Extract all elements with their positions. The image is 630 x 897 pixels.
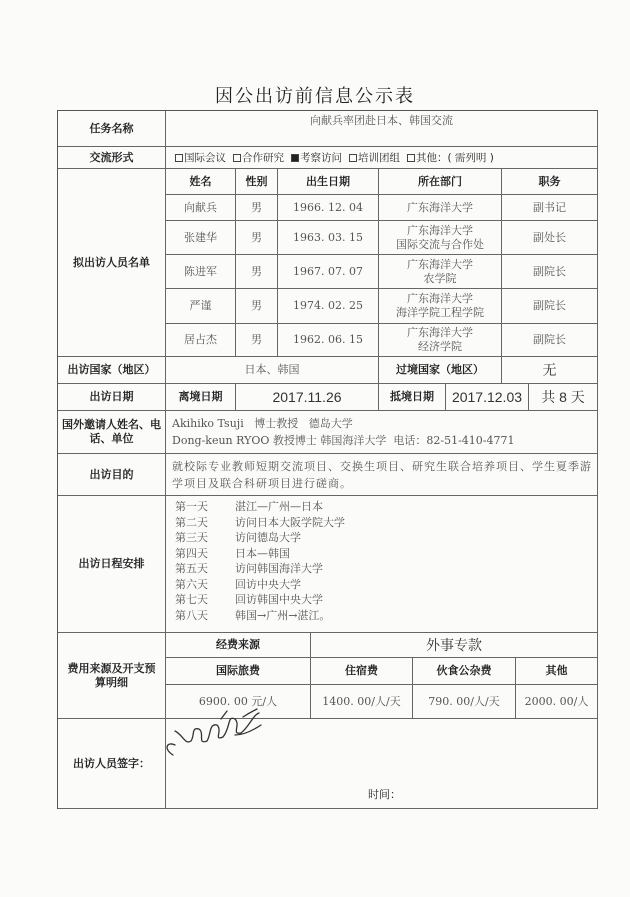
person-post: 副书记 <box>502 195 598 221</box>
person-name: 严谨 <box>166 289 236 324</box>
department-line: 经济学院 <box>418 340 462 353</box>
checkbox-icon[interactable] <box>407 154 415 162</box>
fund-source-label: 经费来源 <box>166 633 311 658</box>
budget-header-3: 其他 <box>516 658 598 685</box>
person-name: 陈进军 <box>166 255 236 289</box>
department-line: 农学院 <box>423 271 457 285</box>
person-department <box>379 289 502 324</box>
budget-label: 费用来源及开支预算明细 <box>58 633 166 719</box>
schedule-day: 第五天 <box>175 562 208 575</box>
handwritten-signature <box>161 705 271 765</box>
department-line: 海洋学院工程学院 <box>396 306 484 319</box>
schedule-plan: 回访韩国中央大学 <box>235 593 323 606</box>
document-title: 因公出访前信息公示表 <box>215 86 415 107</box>
budget-header-2: 伙食公杂费 <box>413 658 516 685</box>
schedule-day: 第七天 <box>175 593 208 606</box>
person-gender: 男 <box>236 324 278 357</box>
people-header-2: 出生日期 <box>278 169 379 195</box>
budget-header-0: 国际旅费 <box>166 658 311 685</box>
person-birth-date: 1967. 07. 07 <box>278 255 379 289</box>
schedule-day: 第三天 <box>175 531 208 544</box>
schedule-day: 第八天 <box>175 608 208 622</box>
checkbox-icon[interactable] <box>349 154 357 162</box>
purpose-value: 就校际专业教师短期交流项目、交换生项目、研究生联合培养项目、学生夏季游学项目及联合科研项目进行磋商。 <box>166 454 598 496</box>
person-name: 向献兵 <box>166 195 236 221</box>
person-name: 张建华 <box>166 221 236 255</box>
schedule-day: 第二天 <box>175 515 208 529</box>
exchange-form-options <box>166 147 598 169</box>
arrive-date-value: 2017.12.03 <box>446 384 529 411</box>
person-post: 副院长 <box>502 324 598 357</box>
person-department <box>379 324 502 357</box>
people-header-4: 职务 <box>502 169 598 195</box>
inviter-value <box>166 411 598 454</box>
arrive-date-label: 抵境日期 <box>379 384 446 411</box>
person-birth-date: 1963. 03. 15 <box>278 221 379 255</box>
person-gender: 男 <box>236 221 278 255</box>
inviter-label: 国外邀请人姓名、电话、单位 <box>58 411 166 454</box>
option-label: 合作研究 <box>242 151 284 164</box>
country-value: 日本、韩国 <box>166 357 379 384</box>
schedule-plan: 访问德岛大学 <box>235 531 301 544</box>
depart-date-value: 2017.11.26 <box>236 384 379 411</box>
person-post: 副处长 <box>502 221 598 255</box>
budget-value-0: 6900. 00 元/人 <box>166 685 311 719</box>
country-label: 出访国家（地区） <box>58 357 166 384</box>
person-department <box>379 221 502 255</box>
option-label: 其他：( 需列明 ) <box>416 151 494 164</box>
people-header-1: 性别 <box>236 169 278 195</box>
exchange-form-option[interactable] <box>404 151 494 165</box>
checkbox-icon[interactable] <box>233 154 241 162</box>
schedule-plan: 日本—韩国 <box>235 546 290 560</box>
transit-country-label: 过境国家（地区） <box>379 357 502 384</box>
depart-date-label: 离境日期 <box>166 384 236 411</box>
people-header-0: 姓名 <box>166 169 236 195</box>
checkbox-icon[interactable] <box>291 154 299 162</box>
exchange-form-option[interactable] <box>346 151 400 165</box>
people-header-3: 所在部门 <box>379 169 502 195</box>
schedule-plan: 访问日本大阪学院大学 <box>235 515 345 529</box>
checkbox-icon[interactable] <box>175 154 183 162</box>
option-label: 国际会议 <box>184 151 226 164</box>
schedule-plan: 回访中央大学 <box>235 577 301 591</box>
person-birth-date: 1962. 06. 15 <box>278 324 379 357</box>
person-birth-date: 1966. 12. 04 <box>278 195 379 221</box>
department-line: 广东海洋大学 <box>407 223 473 237</box>
person-department <box>379 195 502 221</box>
transit-country-value: 无 <box>502 357 598 384</box>
department-line: 广东海洋大学 <box>407 257 473 271</box>
budget-header-1: 住宿费 <box>311 658 413 685</box>
total-days: 共 8 天 <box>529 384 598 411</box>
schedule-value <box>166 496 598 633</box>
person-post: 副院长 <box>502 255 598 289</box>
option-label: 培训团组 <box>358 151 400 164</box>
task-name-value: 向献兵率团赴日本、韩国交流 <box>166 111 598 147</box>
schedule-plan: 韩国→广州→湛江。 <box>235 608 331 622</box>
department-line: 广东海洋大学 <box>407 292 473 305</box>
exchange-form-option[interactable] <box>172 151 226 165</box>
fund-source-value: 外事专款 <box>311 633 598 658</box>
person-department <box>379 255 502 289</box>
department-line: 广东海洋大学 <box>407 326 473 339</box>
person-name: 居占杰 <box>166 324 236 357</box>
person-gender: 男 <box>236 195 278 221</box>
person-gender: 男 <box>236 255 278 289</box>
schedule-plan: 湛江—广州—日本 <box>235 500 323 513</box>
exchange-form-label: 交流形式 <box>58 147 166 169</box>
signature-area[interactable] <box>166 719 598 809</box>
budget-value-2: 790. 00/人/天 <box>413 685 516 719</box>
task-name-label: 任务名称 <box>58 111 166 147</box>
schedule-label: 出访日程安排 <box>58 496 166 633</box>
people-list-label: 拟出访人员名单 <box>58 169 166 357</box>
info-table <box>57 110 598 809</box>
schedule-day: 第一天 <box>175 500 208 513</box>
option-label: 考察访问 <box>300 151 342 164</box>
purpose-label: 出访目的 <box>58 454 166 496</box>
person-birth-date: 1974. 02. 25 <box>278 289 379 324</box>
signature-label: 出访人员签字： <box>58 719 166 809</box>
schedule-day: 第四天 <box>175 546 208 560</box>
person-gender: 男 <box>236 289 278 324</box>
budget-value-1: 1400. 00/人/天 <box>311 685 413 719</box>
inviter-line-1: Akihiko Tsuji 博士教授 德岛大学 <box>172 417 353 430</box>
exchange-form-option[interactable] <box>288 151 342 165</box>
signature-time-label: 时间： <box>368 788 401 801</box>
budget-value-3: 2000. 00/人 <box>516 685 598 719</box>
visit-date-label: 出访日期 <box>58 384 166 411</box>
department-line: 国际交流与合作处 <box>396 237 484 251</box>
person-post: 副院长 <box>502 289 598 324</box>
department-line: 广东海洋大学 <box>407 200 473 214</box>
inviter-line-2: Dong-keun RYOO 教授博士 韩国海洋大学 电话：82-51-410-4771 <box>172 434 515 447</box>
schedule-plan: 访问韩国海洋大学 <box>235 562 323 575</box>
schedule-day: 第六天 <box>175 577 208 591</box>
exchange-form-option[interactable] <box>230 151 284 165</box>
